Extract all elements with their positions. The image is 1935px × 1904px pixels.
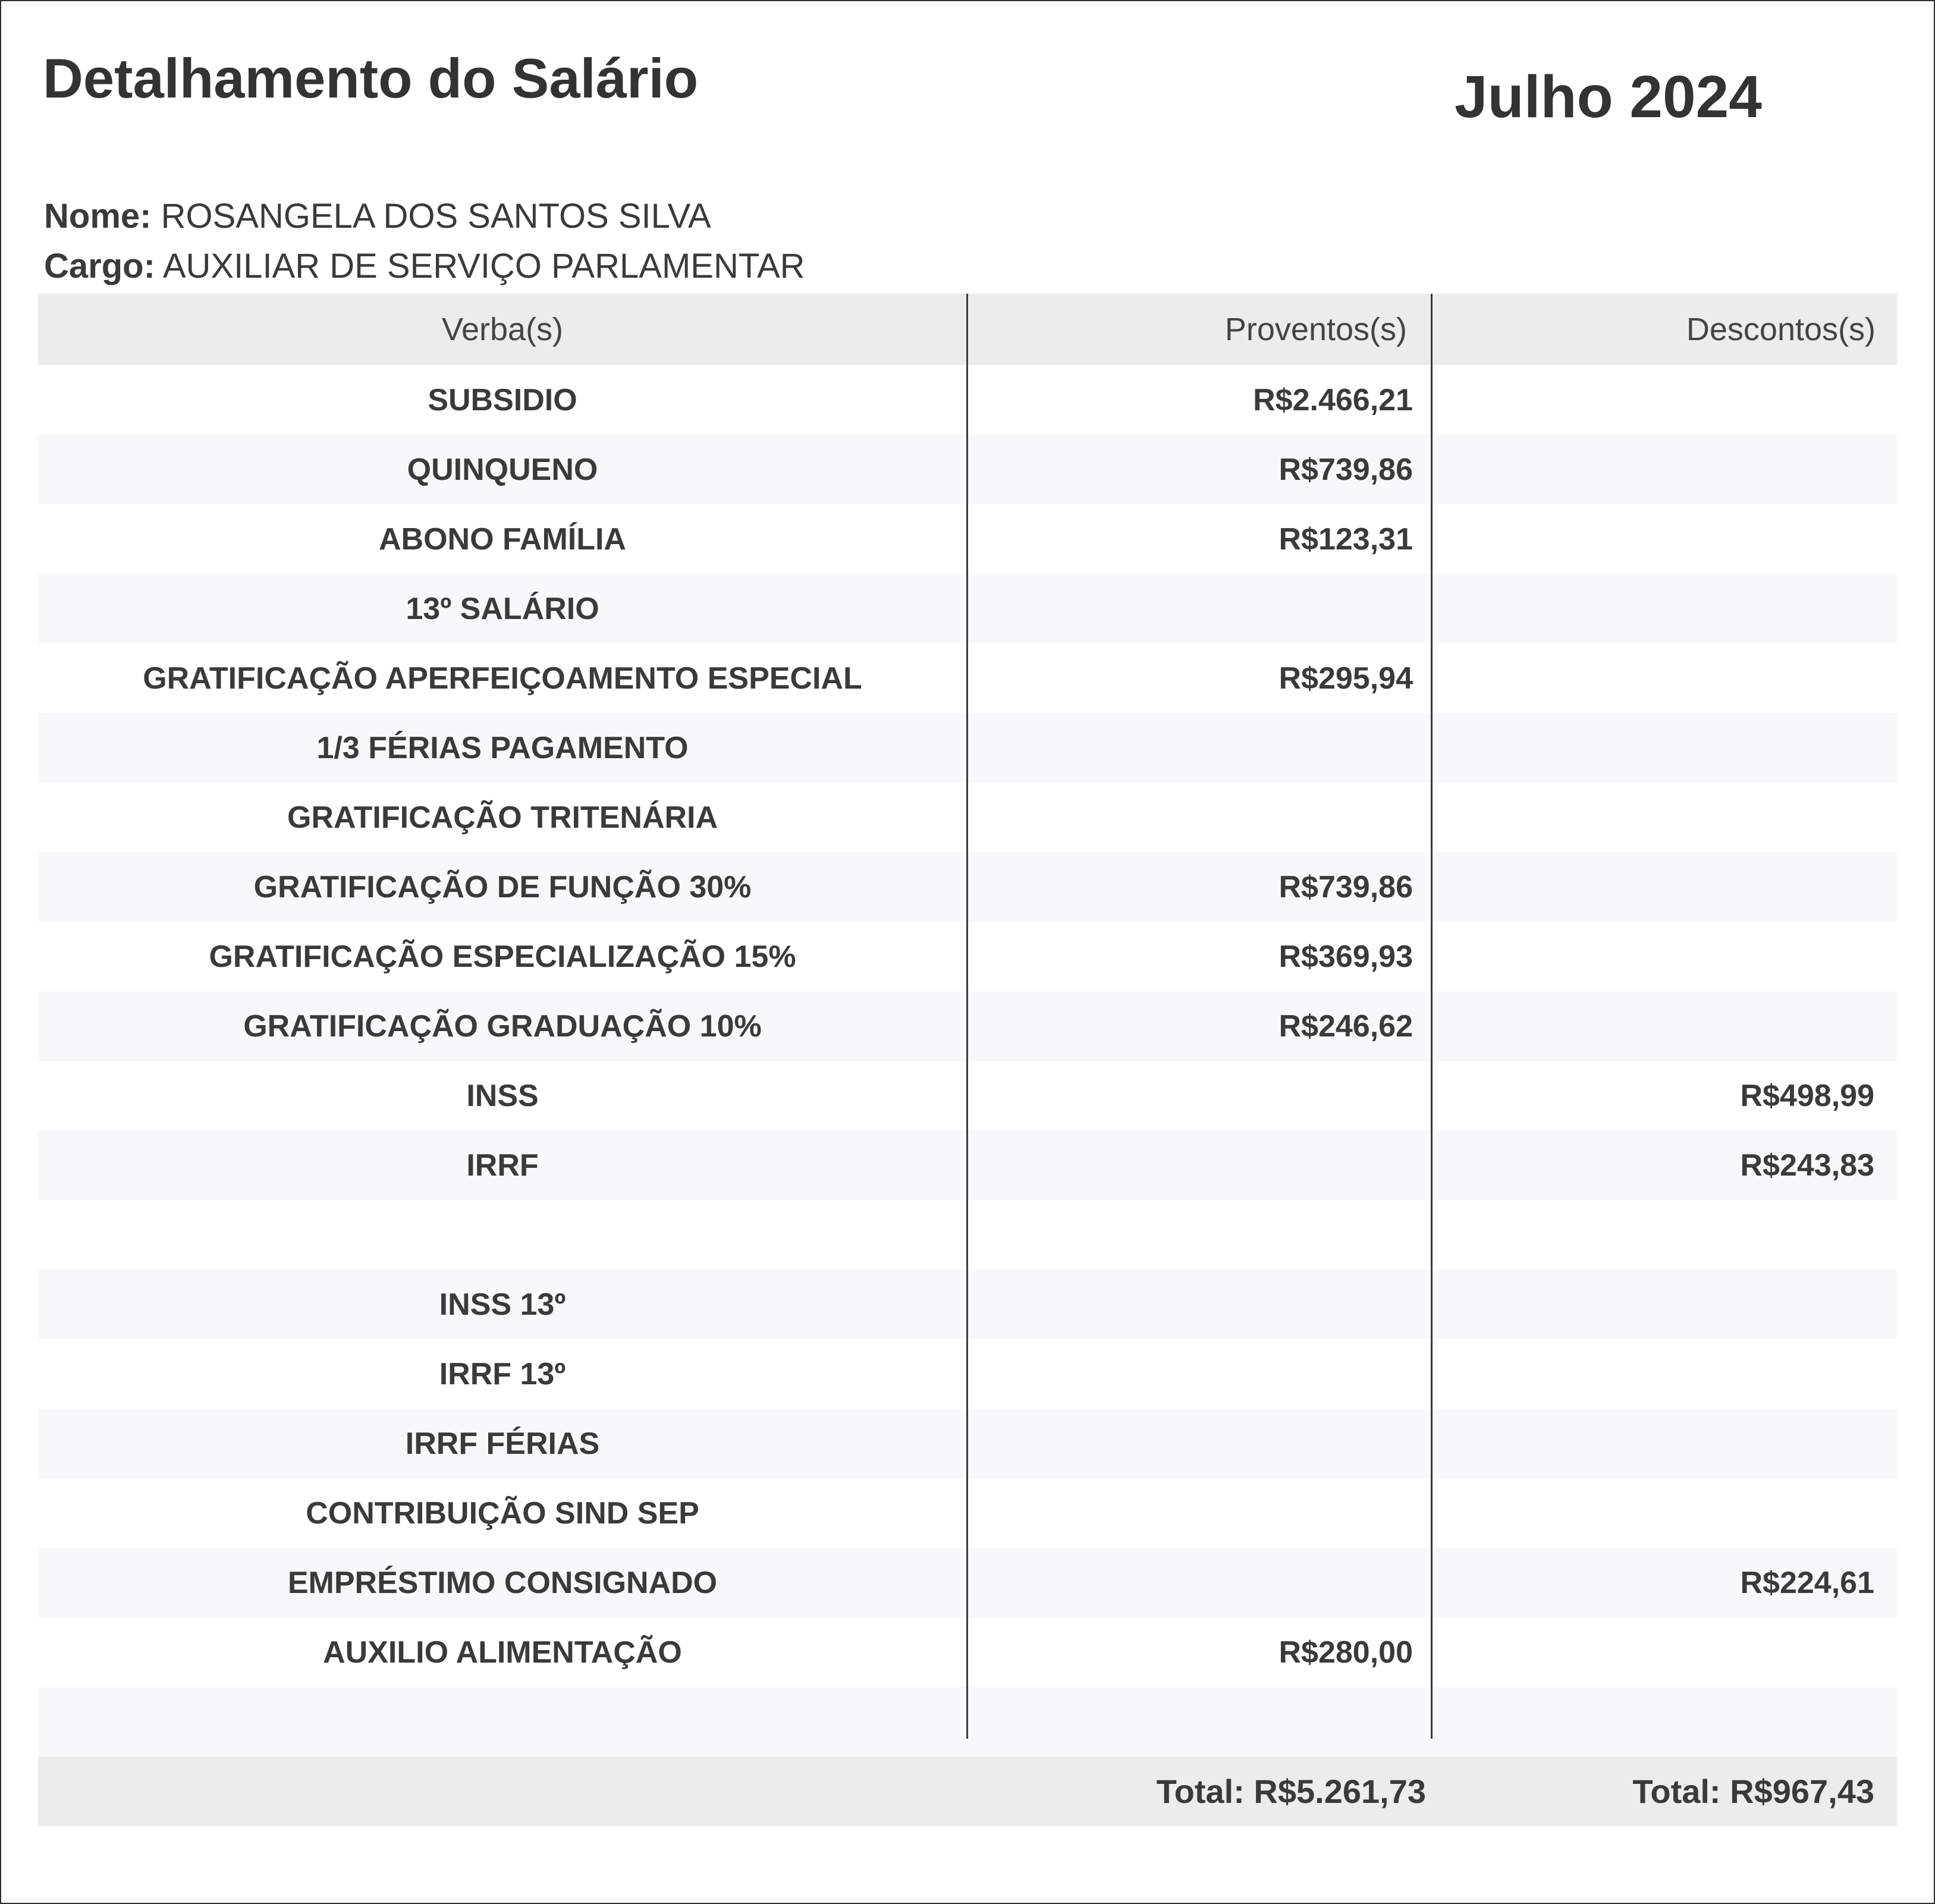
cell-verba: AUXILIO ALIMENTAÇÃO	[323, 1635, 682, 1670]
cell-verba: INSS 13º	[439, 1287, 566, 1322]
header-descontos: Descontos(s)	[1686, 312, 1876, 347]
cell-descontos	[1432, 504, 1897, 574]
cell-verba: IRRF	[466, 1148, 539, 1183]
cell-descontos	[1432, 783, 1897, 852]
cell-verba: GRATIFICAÇÃO ESPECIALIZAÇÃO 15%	[209, 939, 796, 974]
cell-descontos	[1432, 1200, 1897, 1270]
cell-verba: ABONO FAMÍLIA	[379, 521, 626, 557]
employee-role: AUXILIAR DE SERVIÇO PARLAMENTAR	[162, 247, 805, 285]
cell-proventos	[967, 1130, 1432, 1200]
cell-descontos	[1432, 922, 1897, 991]
cell-verba: QUINQUENO	[407, 452, 598, 487]
cell-verba	[38, 1687, 967, 1757]
cell-descontos	[1432, 991, 1897, 1061]
cell-proventos	[967, 1200, 1432, 1270]
cell-proventos	[967, 574, 1432, 643]
cell-descontos	[1432, 1478, 1897, 1548]
cell-proventos: R$739,86	[1279, 452, 1413, 487]
name-label: Nome:	[44, 197, 152, 235]
cell-proventos	[967, 1061, 1432, 1130]
cell-proventos: R$2.466,21	[1253, 382, 1413, 417]
cell-proventos	[967, 1270, 1432, 1339]
cell-proventos	[967, 1339, 1432, 1409]
cell-proventos: R$123,31	[1279, 521, 1413, 557]
cell-verba	[38, 1200, 967, 1270]
cell-proventos	[967, 1478, 1432, 1548]
cell-descontos: R$224,61	[1740, 1565, 1874, 1600]
cell-proventos	[967, 1409, 1432, 1478]
employee-role-line	[44, 246, 805, 286]
total-descontos: Total: R$967,43	[1632, 1773, 1874, 1810]
cell-descontos	[1432, 1687, 1897, 1757]
period-label: Julho 2024	[1455, 64, 1762, 130]
role-label: Cargo:	[44, 247, 155, 285]
cell-verba: GRATIFICAÇÃO GRADUAÇÃO 10%	[243, 1008, 762, 1044]
cell-descontos: R$498,99	[1740, 1078, 1874, 1113]
cell-descontos	[1432, 1617, 1897, 1687]
cell-proventos	[967, 783, 1432, 852]
header-proventos: Proventos(s)	[1224, 312, 1407, 347]
column-divider	[966, 294, 968, 1739]
cell-verba: GRATIFICAÇÃO APERFEIÇOAMENTO ESPECIAL	[143, 661, 862, 696]
cell-descontos: R$243,83	[1740, 1148, 1874, 1183]
cell-verba: GRATIFICAÇÃO DE FUNÇÃO 30%	[253, 869, 752, 904]
cell-descontos	[1432, 1339, 1897, 1409]
cell-descontos	[1432, 1409, 1897, 1478]
cell-proventos	[967, 1548, 1432, 1617]
cell-descontos	[1432, 365, 1897, 435]
cell-verba: 1/3 FÉRIAS PAGAMENTO	[316, 730, 689, 765]
cell-descontos	[1432, 435, 1897, 504]
cell-proventos: R$369,93	[1279, 939, 1413, 974]
cell-verba: CONTRIBUIÇÃO SIND SEP	[306, 1495, 699, 1531]
cell-verba: SUBSIDIO	[428, 382, 577, 417]
cell-descontos	[1432, 574, 1897, 643]
cell-descontos	[1432, 643, 1897, 713]
cell-descontos	[1432, 713, 1897, 783]
cell-verba: EMPRÉSTIMO CONSIGNADO	[287, 1565, 718, 1600]
cell-proventos	[967, 713, 1432, 783]
cell-verba: GRATIFICAÇÃO TRITENÁRIA	[287, 800, 718, 835]
cell-verba: INSS	[466, 1078, 539, 1113]
cell-proventos: R$246,62	[1279, 1008, 1413, 1044]
cell-proventos	[967, 1687, 1432, 1757]
employee-name-line	[44, 196, 711, 236]
totals-verba	[38, 1757, 967, 1826]
cell-verba: IRRF 13º	[439, 1356, 566, 1391]
column-divider	[1431, 294, 1433, 1739]
page-title: Detalhamento do Salário	[43, 47, 699, 109]
cell-proventos: R$295,94	[1279, 661, 1413, 696]
cell-proventos: R$280,00	[1279, 1635, 1413, 1670]
header-verba: Verba(s)	[441, 312, 564, 347]
cell-proventos: R$739,86	[1279, 869, 1413, 904]
cell-verba: IRRF FÉRIAS	[405, 1426, 600, 1461]
cell-descontos	[1432, 1270, 1897, 1339]
cell-descontos	[1432, 852, 1897, 922]
cell-verba: 13º SALÁRIO	[406, 591, 599, 626]
table-totals	[38, 1757, 1897, 1826]
employee-name: ROSANGELA DOS SANTOS SILVA	[161, 197, 711, 235]
total-proventos: Total: R$5.261,73	[1156, 1773, 1426, 1810]
